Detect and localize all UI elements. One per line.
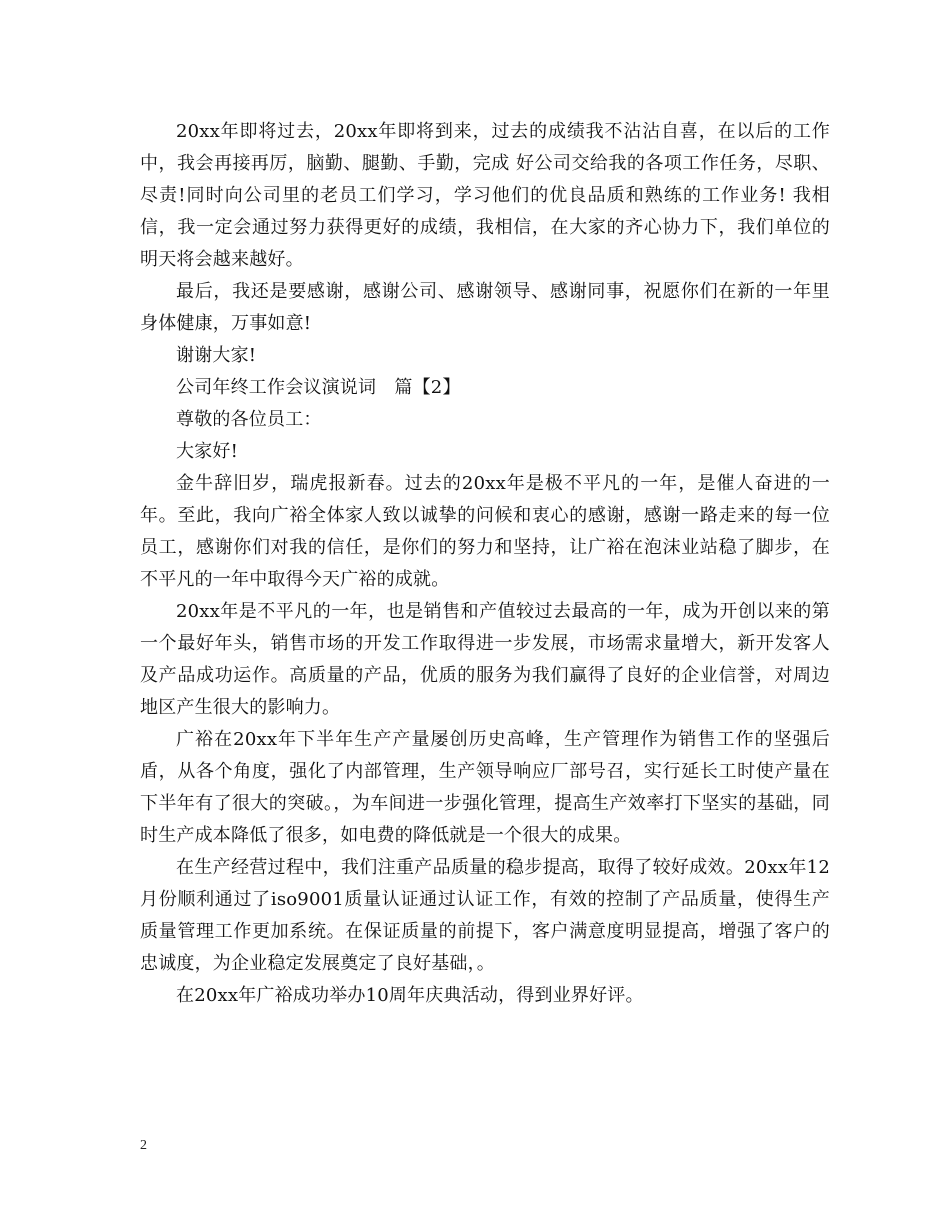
page-number: 2: [140, 1138, 147, 1153]
document-body: [140, 116, 830, 1012]
paragraph-new-year: 金牛辞旧岁，瑞虎报新春。过去的20xx年是极不平凡的一年，是催人奋进的一年。至此，我向广裕全体家人致以诚挚的问候和衷心的感谢，感谢一路走来的每一位员工，感谢你们对我的信任，是你们的努力和坚持，让广裕在泡沫业站稳了脚步，在不平凡的一年中取得今天广裕的成就。: [140, 473, 830, 590]
salutation: 尊敬的各位员工：: [176, 409, 322, 430]
paragraph-closing-outlook: 20xx年即将过去，20xx年即将到来，过去的成绩我不沾沾自喜，在以后的工作中，我会再接再厉，脑勤、腿勤、手勤，完成 好公司交给我的各项工作任务，尽职、尽责!同时向公司里的老员工们学习，学习他们的优良品质和熟练的工作业务! 我相信，我一定会通过努力获得更好的成绩，我相信，在大家的齐心协力下，我们单位的明天将会越来越好。: [140, 121, 830, 270]
paragraph-anniversary: 在20xx年广裕成功举办10周年庆典活动，得到业界好评。: [176, 985, 644, 1006]
paragraph-sales-output: 20xx年是不平凡的一年，也是销售和产值较过去最高的一年，成为开创以来的第一个最好年头，销售市场的开发工作取得进一步发展，市场需求量增大，新开发客人及产品成功运作。高质量的产品，优质的服务为我们赢得了良好的企业信誉，对周边地区产生很大的影响力。: [140, 601, 830, 718]
paragraph-quality: 在生产经营过程中，我们注重产品质量的稳步提高，取得了较好成效。20xx年12月份顺利通过了iso9001质量认证通过认证工作，有效的控制了产品质量，使得生产质量管理工作更加系统。在保证质量的前提下，客户满意度明显提高，增强了客户的忠诚度，为企业稳定发展奠定了良好基础，。: [140, 857, 830, 974]
paragraph-thank-you: 谢谢大家!: [176, 345, 257, 366]
paragraph-thanks-wishes: 最后，我还是要感谢，感谢公司、感谢领导、感谢同事，祝愿你们在新的一年里身体健康，万事如意!: [140, 281, 830, 334]
section-title: 公司年终工作会议演说词 篇【2】: [176, 377, 461, 398]
paragraph-production-management: 广裕在20xx年下半年生产产量屡创历史高峰，生产管理作为销售工作的坚强后盾，从各个角度，强化了内部管理，生产领导响应厂部号召，实行延长工时使产量在下半年有了很大的突破。，为车间进一步强化管理，提高生产效率打下坚实的基础，同时生产成本降低了很多，如电费的降低就是一个很大的成果。: [140, 729, 830, 846]
greeting: 大家好!: [176, 441, 239, 462]
